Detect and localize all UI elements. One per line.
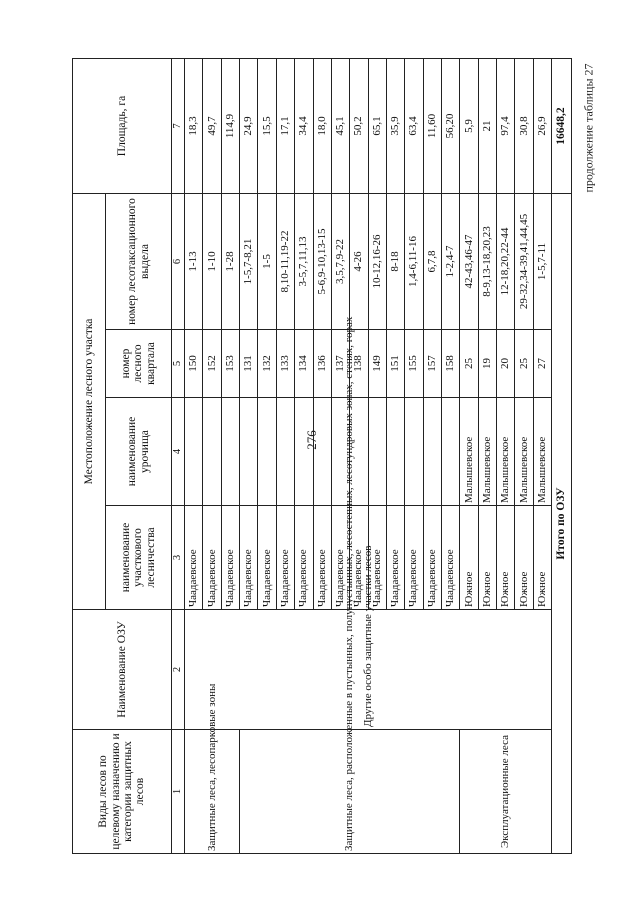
- area-cell: 49,7: [203, 59, 221, 194]
- quarter-cell: 150: [185, 330, 203, 398]
- tract-cell: [405, 398, 423, 506]
- forest-type-exploit: Эксплуатационные леса: [460, 730, 552, 854]
- area-cell: 17,1: [276, 59, 294, 194]
- plot-cell: 1-28: [221, 194, 239, 330]
- area-cell: 24,9: [240, 59, 258, 194]
- plot-cell: 42-43,46-47: [460, 194, 478, 330]
- header-forest-type: Виды лесов по целевому назначению и категории защитных лесов: [73, 730, 172, 854]
- quarter-cell: 149: [368, 330, 386, 398]
- column-number: 7: [172, 59, 185, 194]
- quarter-cell: 25: [460, 330, 478, 398]
- tract-cell: [221, 398, 239, 506]
- forestry-cell: Чаадаевское: [331, 506, 349, 610]
- tract-cell: [276, 398, 294, 506]
- area-cell: 50,2: [350, 59, 368, 194]
- forestry-cell: Южное: [515, 506, 533, 610]
- column-number: 4: [172, 398, 185, 506]
- forestry-cell: Чаадаевское: [442, 506, 460, 610]
- column-number: 5: [172, 330, 185, 398]
- quarter-cell: 25: [515, 330, 533, 398]
- plot-cell: 6,7,8: [423, 194, 441, 330]
- area-cell: 45,1: [331, 59, 349, 194]
- plot-cell: 8-9,13-18,20,23: [478, 194, 496, 330]
- plot-cell: 3,5,7,9-22: [331, 194, 349, 330]
- quarter-cell: 151: [386, 330, 404, 398]
- quarter-cell: 155: [405, 330, 423, 398]
- quarter-cell: 136: [313, 330, 331, 398]
- area-cell: 21: [478, 59, 496, 194]
- header-area: Площадь, га: [73, 59, 172, 194]
- ozu-table: [72, 58, 572, 854]
- page-number: 276: [304, 430, 319, 450]
- column-number: 1: [172, 730, 185, 854]
- plot-cell: 1-5: [258, 194, 276, 330]
- column-number: 3: [172, 506, 185, 610]
- forestry-cell: Южное: [497, 506, 515, 610]
- tract-cell: [423, 398, 441, 506]
- area-cell: 5,9: [460, 59, 478, 194]
- tract-cell: [386, 398, 404, 506]
- quarter-cell: 131: [240, 330, 258, 398]
- tract-cell: [240, 398, 258, 506]
- area-cell: 30,8: [515, 59, 533, 194]
- quarter-cell: 134: [295, 330, 313, 398]
- header-quarter: номер лесного квартала: [106, 330, 172, 398]
- table-row: [240, 59, 258, 854]
- forestry-cell: Чаадаевское: [276, 506, 294, 610]
- forestry-cell: Чаадаевское: [368, 506, 386, 610]
- tract-cell: [313, 398, 331, 506]
- tract-cell: [203, 398, 221, 506]
- tract-cell: Малышевское: [478, 398, 496, 506]
- area-cell: 15,5: [258, 59, 276, 194]
- plot-cell: 1-10: [203, 194, 221, 330]
- plot-cell: 3-5,7,11,13: [295, 194, 313, 330]
- column-number: 6: [172, 194, 185, 330]
- forestry-cell: Чаадаевское: [386, 506, 404, 610]
- quarter-cell: 152: [203, 330, 221, 398]
- forestry-cell: Чаадаевское: [185, 506, 203, 610]
- header-ozu-name: Наименование ОЗУ: [73, 610, 172, 730]
- document-page: [72, 59, 572, 854]
- quarter-cell: 133: [276, 330, 294, 398]
- header-location-group: Местоположение лесного участка: [73, 194, 106, 610]
- ozu-name-other: Другие особо защитные участки лесов: [185, 610, 552, 730]
- area-cell: 65,1: [368, 59, 386, 194]
- forestry-cell: Чаадаевское: [423, 506, 441, 610]
- forest-type-zones: Защитные леса, лесопарковые зоны: [185, 730, 240, 854]
- forestry-cell: Южное: [533, 506, 551, 610]
- quarter-cell: 158: [442, 330, 460, 398]
- area-cell: 18,0: [313, 59, 331, 194]
- area-cell: 18,3: [185, 59, 203, 194]
- total-area: 16648,2: [552, 59, 572, 194]
- header-tract: наименование урочища: [106, 398, 172, 506]
- plot-cell: 8,10-11,19-22: [276, 194, 294, 330]
- tract-cell: [295, 398, 313, 506]
- tract-cell: Малышевское: [460, 398, 478, 506]
- quarter-cell: 138: [350, 330, 368, 398]
- quarter-cell: 132: [258, 330, 276, 398]
- tract-cell: Малышевское: [497, 398, 515, 506]
- tract-cell: Малышевское: [515, 398, 533, 506]
- area-cell: 26,9: [533, 59, 551, 194]
- tract-cell: Малышевское: [533, 398, 551, 506]
- forestry-cell: Чаадаевское: [350, 506, 368, 610]
- table-row: [460, 59, 478, 854]
- plot-cell: 12-18,20,22-44: [497, 194, 515, 330]
- forestry-cell: Чаадаевское: [203, 506, 221, 610]
- quarter-cell: 20: [497, 330, 515, 398]
- plot-cell: 10-12,16-26: [368, 194, 386, 330]
- tract-cell: [368, 398, 386, 506]
- tract-cell: [185, 398, 203, 506]
- forestry-cell: Чаадаевское: [258, 506, 276, 610]
- forestry-cell: Чаадаевское: [221, 506, 239, 610]
- quarter-cell: 27: [533, 330, 551, 398]
- column-number: 2: [172, 610, 185, 730]
- total-row: [552, 59, 572, 854]
- plot-cell: 8-18: [386, 194, 404, 330]
- total-label: Итого по ОЗУ: [552, 194, 572, 854]
- rotated-table-container: [72, 59, 572, 854]
- forestry-cell: Чаадаевское: [295, 506, 313, 610]
- quarter-cell: 153: [221, 330, 239, 398]
- area-cell: 34,4: [295, 59, 313, 194]
- area-cell: 56,20: [442, 59, 460, 194]
- forestry-cell: Чаадаевское: [313, 506, 331, 610]
- plot-cell: 1-5,7-11: [533, 194, 551, 330]
- plot-cell: 29-32,34-39,41,44,45: [515, 194, 533, 330]
- area-cell: 11,60: [423, 59, 441, 194]
- area-cell: 35,9: [386, 59, 404, 194]
- table-row: [185, 59, 203, 854]
- forestry-cell: Чаадаевское: [405, 506, 423, 610]
- quarter-cell: 137: [331, 330, 349, 398]
- header-plot: номер лесотаксационного выдела: [106, 194, 172, 330]
- table-continuation-caption: продолжение таблицы 27: [581, 63, 596, 193]
- forestry-cell: Южное: [460, 506, 478, 610]
- plot-cell: 1-2,4-7: [442, 194, 460, 330]
- quarter-cell: 19: [478, 330, 496, 398]
- header-forestry: наименование участкового лесничества: [106, 506, 172, 610]
- forest-type-deserts: Защитные леса, расположенные в пустынных, полупустынных, лесостепных, лесотундровых зонах, степях, горах: [240, 730, 460, 854]
- tract-cell: [442, 398, 460, 506]
- area-cell: 63,4: [405, 59, 423, 194]
- tract-cell: [258, 398, 276, 506]
- quarter-cell: 157: [423, 330, 441, 398]
- area-cell: 114,9: [221, 59, 239, 194]
- plot-cell: 5-6,9-10,13-15: [313, 194, 331, 330]
- plot-cell: 1,4-6,11-16: [405, 194, 423, 330]
- plot-cell: 1-5,7-8,21: [240, 194, 258, 330]
- forestry-cell: Южное: [478, 506, 496, 610]
- plot-cell: 1-13: [185, 194, 203, 330]
- forestry-cell: Чаадаевское: [240, 506, 258, 610]
- plot-cell: 4-26: [350, 194, 368, 330]
- area-cell: 97,4: [497, 59, 515, 194]
